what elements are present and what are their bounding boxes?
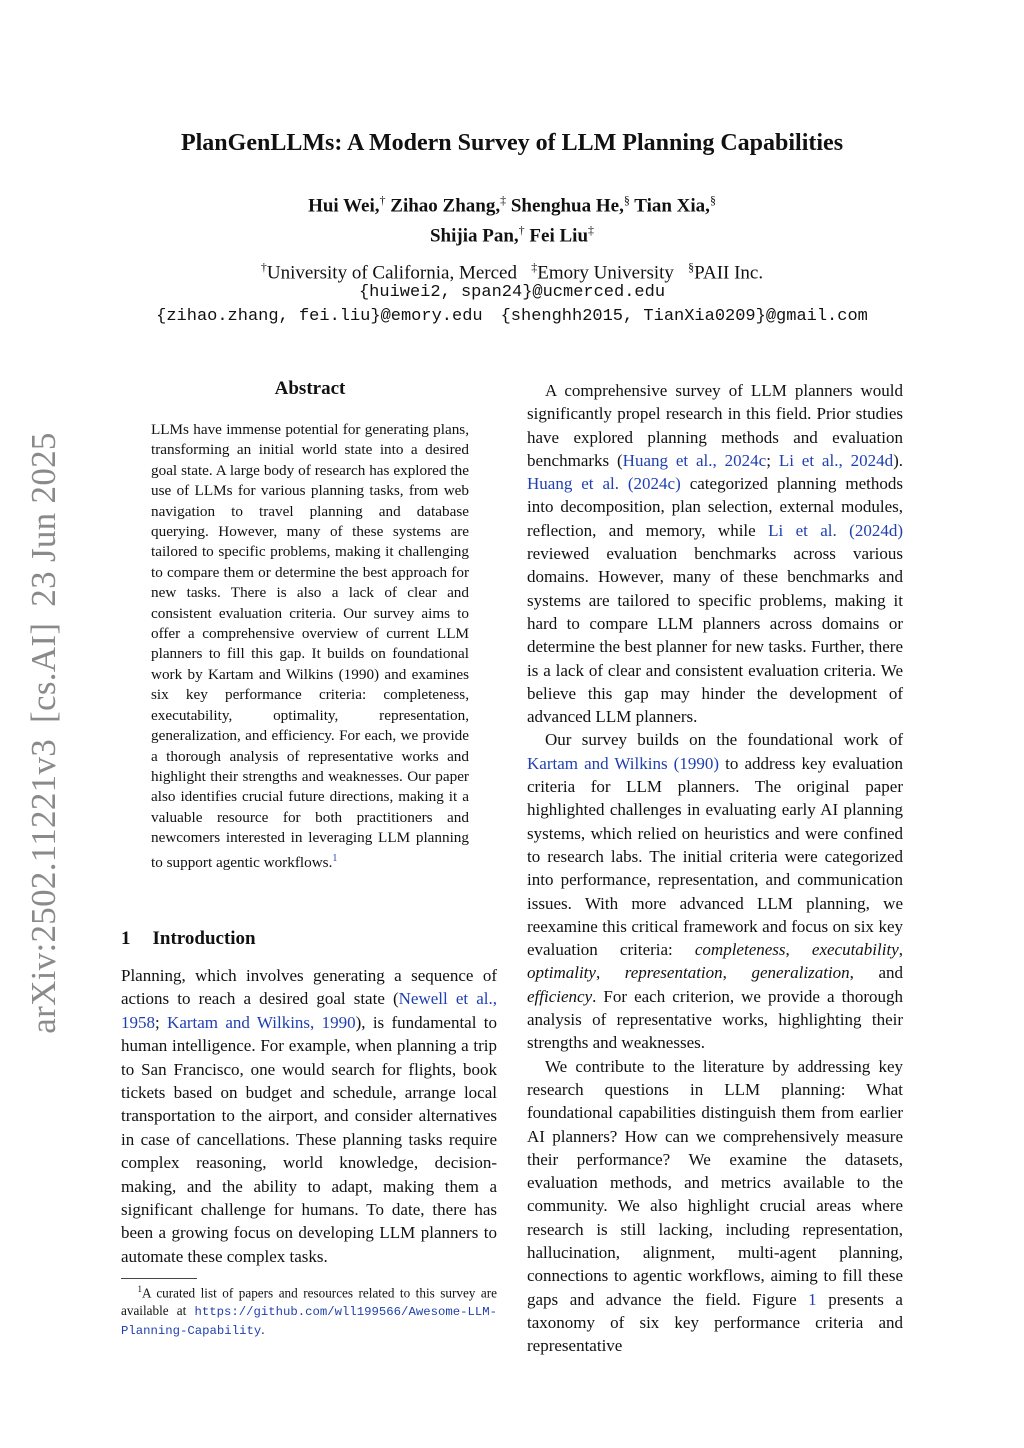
text-run: ;: [155, 1012, 168, 1032]
arxiv-date: 23 Jun 2025: [24, 432, 63, 607]
citation-link[interactable]: Kartam and Wilkins, 1990: [167, 1012, 356, 1032]
abstract-heading: Abstract: [274, 378, 346, 399]
text-run: categorized planning methods into decomposition, plan selection, external modules, reflection, and memory, while: [527, 474, 904, 540]
abstract-body: [151, 420, 469, 873]
footnote-ref[interactable]: 1: [332, 852, 338, 864]
text-run: Our survey builds on the foundational work of: [545, 730, 903, 750]
citation-link[interactable]: Huang et al. (2024c): [527, 474, 681, 494]
citation-link[interactable]: Huang et al., 2024c: [622, 450, 767, 470]
emphasis: generalization: [751, 963, 850, 983]
author-name: Tian Xia,: [634, 195, 710, 217]
text-run: , and: [849, 963, 904, 983]
text-run: ), is fundamental to human intelligence. For example, when planning a trip to San Francisco, one would search for flights, book tickets based on budget and schedule, arrange local transportation to the airport, and consider alternatives in case of cancellations. These planning tasks require complex reasoning, world knowledge, decision-making, and the ability to adapt, making them a significant challenge for humans. To date, there has been a growing focus on developing LLM planners to automate these complex tasks.: [121, 1012, 497, 1266]
text-run: . For each criterion, we provide a thorough analysis of representative works, highlighting their strengths and weaknesses.: [527, 986, 903, 1053]
arxiv-category: [cs.AI]: [24, 622, 63, 723]
citation-link[interactable]: Li et al. (2024d): [768, 520, 904, 540]
emphasis: completeness: [694, 940, 786, 960]
text-run: ;: [766, 450, 779, 470]
author-name: Shenghua He,: [510, 195, 624, 217]
affiliation-mark: †: [260, 260, 267, 274]
text-run: .: [261, 1322, 265, 1338]
author-block: [0, 188, 1024, 249]
citation-link[interactable]: Li et al., 2024d: [778, 450, 894, 470]
text-run: presents a taxonomy of six key performance criteria and representative: [527, 1289, 903, 1356]
affiliation-name: Emory University: [537, 262, 674, 284]
author-name: Fei Liu: [529, 225, 589, 247]
paper-title: PlanGenLLMs: A Modern Survey of LLM Planning Capabilities: [180, 130, 844, 156]
text-run: ,: [785, 940, 812, 960]
author-mark: §: [709, 193, 716, 207]
paragraph: [527, 728, 903, 1054]
text-run: A comprehensive survey of LLM planners would significantly propel research in this field. Prior studies have explored planning methods and evaluation benchmarks (: [527, 381, 903, 470]
section-title: Introduction: [152, 928, 256, 949]
author-line-2: [0, 218, 1024, 248]
affiliation-mark: §: [688, 260, 695, 274]
author-name: Zihao Zhang,: [390, 195, 501, 217]
author-mark: ‡: [588, 223, 595, 238]
text-run: ,: [898, 940, 903, 960]
author-mark: ‡: [500, 193, 507, 207]
email-block: [0, 281, 1024, 329]
author-mark: †: [379, 193, 386, 207]
footnote: [121, 1281, 497, 1341]
text-run: ,: [722, 963, 752, 983]
text-run: ,: [595, 963, 625, 983]
email-gmail: {shenghh2015, TianXia0209}@gmail.com: [500, 307, 868, 326]
footnote-text: A curated list of papers and resources related to this survey are available at: [121, 1285, 498, 1318]
text-run: Planning, which involves generating a sequence of actions to reach a desired goal state (: [121, 966, 497, 1009]
citation-link[interactable]: Newell et al., 1958: [121, 989, 497, 1032]
footnote-rule: [121, 1278, 197, 1279]
emphasis: optimality: [527, 963, 596, 983]
text-run: reviewed evaluation benchmarks across various domains. However, many of these benchmarks and systems are tailored to specific problems, making it hard to compare LLM planners across domains or determine the best planner for new tasks. Further, there is a lack of clear and consistent evaluation criteria. We believe this gap may hinder the development of advanced LLM planners.: [527, 544, 903, 727]
author-mark: §: [623, 193, 630, 207]
author-name: Hui Wei,: [308, 195, 380, 217]
author-name: Shijia Pan,: [429, 225, 519, 247]
author-mark: †: [518, 223, 525, 238]
repo-link[interactable]: https://github.com/wll199566/Awesome-LLM-Planning-Capability: [121, 1304, 497, 1339]
footnote-mark: 1: [137, 1284, 143, 1294]
text-run: ).: [893, 450, 903, 470]
paragraph: [527, 379, 903, 728]
right-column: [527, 379, 903, 1357]
section-heading-introduction: [121, 928, 256, 950]
intro-paragraph: [121, 964, 497, 1268]
email-emory: {zihao.zhang, fei.liu}@emory.edu: [156, 307, 483, 326]
abstract-text: LLMs have immense potential for generating plans, transforming an initial world state into a desired goal state. A large body of research has explored the use of LLMs for various planning tasks, from web navigation to travel planning and database querying. However, many of these systems are tailored to specific problems, making it challenging to compare them or determine the best approach for new tasks. There is also a lack of clear and consistent evaluation criteria. Our survey aims to offer a comprehensive overview of current LLM planners to fill this gap. It builds on foundational work by Kartam and Wilkins (1990) and examines six key performance criteria: completeness, executability, optimality, representation, generalization, and efficiency. For each, we provide a thorough analysis of representative works and highlight their strengths and weaknesses. Our paper also identifies crucial future directions, making it a valuable resource for both practitioners and newcomers interested in leveraging LLM planning to support agentic workflows.: [151, 421, 469, 871]
author-line-1: [0, 188, 1024, 218]
figure-link[interactable]: 1: [808, 1289, 817, 1309]
emphasis: efficiency: [527, 986, 593, 1006]
email-line-1: {huiwei2, span24}@ucmerced.edu: [358, 283, 666, 302]
email-line-2: [0, 305, 1024, 329]
citation-link[interactable]: Kartam and Wilkins (1990): [527, 753, 720, 773]
affiliation-mark: ‡: [531, 260, 538, 274]
emphasis: representation: [624, 963, 723, 983]
section-number: 1: [121, 928, 131, 949]
affiliation-name: PAII Inc.: [694, 262, 764, 284]
affiliation-name: University of California, Merced: [266, 262, 517, 284]
arxiv-id: arXiv:2502.11221v3: [24, 738, 63, 1034]
text-run: We contribute to the literature by addressing key research questions in LLM planning: What foundational capabilities distinguish them from earlier AI planners? How can we comprehensively measure their performance? We examine the datasets, evaluation methods, and metrics available to the community. We also highlight crucial areas where research is still lacking, including representation, hallucination, alignment, multi-agent planning, connections to agentic workflows, aiming to fill these gaps and advance the field. Figure: [527, 1056, 903, 1309]
text-run: to address key evaluation criteria for LLM planners. The original paper highlighted challenges in evaluating early AI planning systems, which relied on heuristics and were confined to research labs. The initial criteria were categorized into performance, representation, and communication issues. With more advanced LLM planning, we reexamine this critical framework and focus on six key evaluation criteria:: [527, 753, 904, 960]
paragraph: [527, 1055, 903, 1358]
emphasis: executability: [811, 940, 899, 960]
